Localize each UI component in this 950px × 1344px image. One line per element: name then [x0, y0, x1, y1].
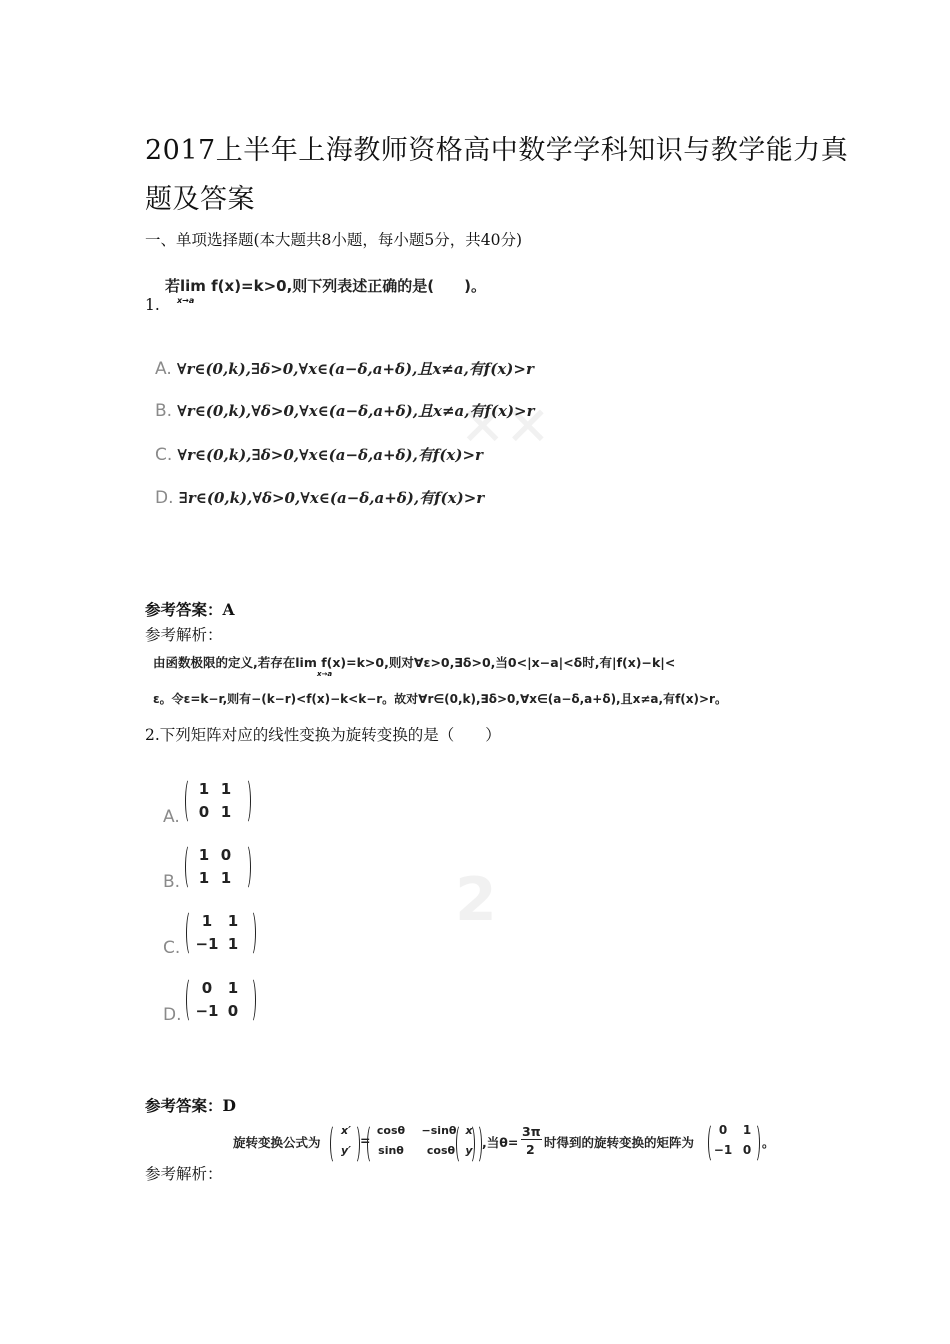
- option-text: ∃r∈(0,k),∀δ>0,∀x∈(a−δ,a+δ),有f(x)>r: [178, 489, 485, 507]
- analysis-1-subscript: x→a: [317, 670, 333, 678]
- matrix-option-letter: A.: [163, 807, 180, 827]
- matrix-cell: 0: [198, 803, 210, 821]
- matrix-cell: 1: [220, 803, 232, 821]
- matrix-cell: 1: [198, 869, 210, 887]
- option-a: [155, 358, 534, 379]
- matrix-option-letter: C.: [163, 938, 181, 958]
- option-letter: B.: [155, 401, 173, 421]
- document-title-line2: 题及答案: [145, 184, 255, 215]
- end-mark: 。: [762, 1135, 775, 1150]
- answer-2: [145, 1094, 236, 1116]
- option-text: ∀r∈(0,k),∃δ>0,∀x∈(a−δ,a+δ),且x≠a,有f(x)>r: [176, 360, 534, 378]
- answer-label: 参考答案：: [145, 600, 223, 619]
- answer-label: 参考答案：: [145, 1096, 223, 1115]
- matrix-cell: 1: [742, 1123, 752, 1137]
- analysis-1-label: 参考解析：: [145, 626, 223, 644]
- question-1-stem: 若lim f(x)=k>0,则下列表述正确的是( )。: [165, 277, 487, 295]
- option-text: ∀r∈(0,k),∀δ>0,∀x∈(a−δ,a+δ),且x≠a,有f(x)>r: [177, 402, 535, 420]
- matrix-option-c: [186, 910, 256, 956]
- matrix-cell: 1: [227, 979, 239, 997]
- rotation-prefix: 旋转变换公式为: [233, 1135, 321, 1150]
- option-letter: A.: [155, 359, 172, 379]
- option-text: ∀r∈(0,k),∃δ>0,∀x∈(a−δ,a+δ),有f(x)>r: [177, 446, 483, 464]
- watermark: 2: [455, 865, 497, 935]
- vector-xy-prime: [330, 1124, 360, 1164]
- option-d: [155, 487, 484, 508]
- matrix-cell: x′: [341, 1124, 351, 1137]
- matrix-cell: −1: [195, 1002, 219, 1020]
- rotation-mid: ,当θ=: [482, 1135, 519, 1150]
- matrix-cell: 1: [227, 935, 239, 953]
- matrix-cell: 1: [220, 869, 232, 887]
- analysis-2-label: 参考解析：: [145, 1165, 223, 1183]
- matrix-cell: 0: [220, 846, 232, 864]
- answer-1: [145, 598, 235, 620]
- matrix-cell: y′: [340, 1144, 352, 1157]
- option-letter: C.: [155, 445, 173, 465]
- answer-value: A: [222, 600, 235, 619]
- analysis-1-line2: ε。令ε=k−r,则有−(k−r)<f(x)−k<k−r。故对∀r∈(0,k),∃δ>0,∀x∈(a−δ,a+δ),且x≠a,有f(x)>r。: [153, 692, 727, 706]
- matrix-cell: 1: [198, 846, 210, 864]
- question-1-number: 1.: [145, 296, 160, 314]
- analysis-1-line1: 由函数极限的定义,若存在lim f(x)=k>0,则对∀ε>0,∃δ>0,当0<|x−a|<δ时,有|f(x)−k|<: [153, 655, 676, 670]
- vector-xy: [456, 1124, 482, 1164]
- option-letter: D.: [155, 488, 174, 508]
- matrix-cell: cosθ: [426, 1144, 456, 1157]
- document-title-line1: 2017上半年上海教师资格高中数学学科知识与教学能力真: [145, 135, 849, 166]
- question-1-stem-subscript: x→a: [177, 296, 195, 305]
- matrix-cell: cosθ: [376, 1124, 406, 1137]
- matrix-cell: x: [465, 1124, 473, 1137]
- matrix-option-b: [185, 844, 251, 890]
- matrix-option-d: [186, 977, 256, 1023]
- matrix-cell: 0: [742, 1143, 752, 1157]
- theta-denominator: 2: [526, 1142, 535, 1157]
- matrix-cell: −1: [713, 1143, 733, 1157]
- matrix-cell: 0: [227, 1002, 239, 1020]
- option-b: [155, 400, 535, 421]
- matrix-option-letter: B.: [163, 872, 181, 892]
- section-heading: 一、单项选择题(本大题共8小题，每小题5分，共40分): [145, 231, 523, 249]
- matrix-cell: 1: [220, 780, 232, 798]
- option-c: [155, 444, 483, 465]
- matrix-cell: 1: [227, 912, 239, 930]
- result-matrix: [708, 1123, 760, 1163]
- watermark: ✕✕: [460, 395, 551, 458]
- matrix-cell: −1: [195, 935, 219, 953]
- matrix-option-a: [185, 778, 251, 824]
- question-2-stem: 2.下列矩阵对应的线性变换为旋转变换的是（ ）: [145, 726, 501, 744]
- matrix-cell: y: [465, 1144, 473, 1157]
- theta-numerator: 3π: [522, 1124, 541, 1139]
- answer-value: D: [222, 1096, 236, 1115]
- matrix-cell: −sinθ: [421, 1124, 457, 1137]
- rotation-suffix: 时得到的旋转变换的矩阵为: [544, 1135, 695, 1150]
- matrix-cell: 0: [201, 979, 213, 997]
- equals-sign: =: [360, 1133, 371, 1148]
- matrix-cell: 1: [201, 912, 213, 930]
- matrix-cell: 1: [198, 780, 210, 798]
- matrix-cell: sinθ: [378, 1144, 404, 1157]
- matrix-option-letter: D.: [163, 1005, 182, 1025]
- matrix-cell: 0: [718, 1123, 728, 1137]
